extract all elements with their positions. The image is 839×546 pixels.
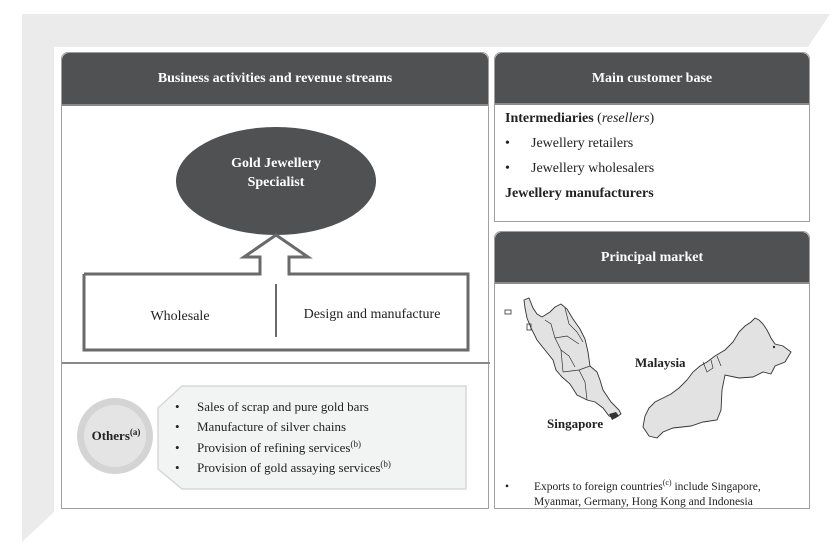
customer-item (505, 161, 654, 177)
core-label (176, 154, 376, 192)
map-label-malaysia: Malaysia (635, 355, 686, 370)
market-note (505, 475, 805, 510)
others-label-note: (a) (129, 427, 141, 437)
customer-group-intermediaries: Intermediaries (resellers) (505, 111, 655, 126)
bullet-icon: • (505, 136, 510, 151)
bullet-icon: • (175, 399, 180, 414)
others-label-text: Others (91, 428, 130, 443)
customers-header (495, 53, 809, 105)
customers-panel (494, 52, 810, 222)
bullet-icon: • (505, 481, 510, 493)
others-item-note: (b) (380, 459, 391, 469)
map-island (505, 310, 511, 314)
market-note-text1: Exports to foreign countries (534, 481, 663, 493)
malaysia-map (495, 232, 811, 510)
business-title: Business activities and revenue streams (157, 71, 393, 86)
others-item (175, 419, 346, 435)
group-subtitle: resellers (601, 111, 650, 126)
customers-title: Main customer base (591, 71, 713, 86)
others-item-text: Manufacture of silver chains (197, 419, 347, 434)
map-peninsular-malaysia (524, 298, 621, 418)
core-label-line1: Gold Jewellery (231, 156, 321, 171)
customer-item-text: Jewellery retailers (531, 136, 634, 151)
others-item-text: Provision of refining services (197, 440, 351, 455)
bullet-icon: • (175, 419, 180, 434)
market-note-line1 (505, 475, 805, 495)
stream-wholesale: Wholesale (150, 309, 210, 324)
others-item-text: Sales of scrap and pure gold bars (197, 399, 369, 414)
others-label (77, 427, 155, 444)
others-item (175, 439, 361, 456)
others-item-text: Provision of gold assaying services (197, 460, 381, 475)
others-item (175, 399, 369, 415)
customer-item (505, 136, 633, 152)
business-panel (61, 52, 489, 509)
others-item-note: (b) (350, 439, 361, 449)
customer-group-manufacturers (505, 186, 654, 202)
group-title: Jewellery manufacturers (505, 186, 654, 201)
market-panel (494, 231, 810, 509)
market-note-line2: Myanmar, Germany, Hong Kong and Indonesia (534, 496, 753, 508)
map-label-singapore: Singapore (547, 416, 604, 431)
core-label-line2: Specialist (247, 175, 305, 190)
stream-design-manufacture: Design and manufacture (303, 307, 441, 322)
map-island-dot (773, 346, 775, 348)
bullet-icon: • (175, 440, 180, 455)
market-note-sup: (c) (662, 478, 672, 487)
map-east-malaysia (643, 318, 791, 438)
bullet-icon: • (505, 161, 510, 176)
market-title: Principal market (600, 250, 704, 265)
group-title: Intermediaries (505, 111, 594, 126)
others-item (175, 459, 391, 476)
market-note-text2: include Singapore, (671, 481, 761, 493)
customer-item-text: Jewellery wholesalers (531, 161, 655, 176)
bullet-icon: • (175, 460, 180, 475)
